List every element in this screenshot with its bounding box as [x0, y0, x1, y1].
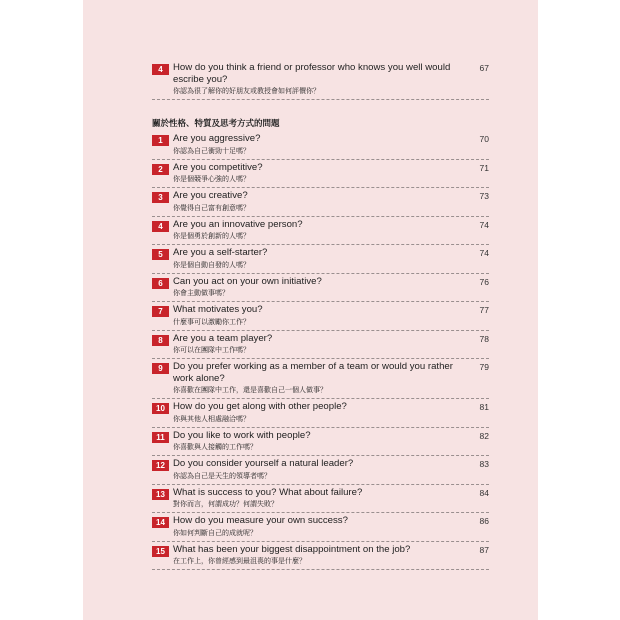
question-english: Are you an innovative person?	[173, 218, 303, 230]
list-item[interactable]	[152, 399, 489, 428]
question-number-badge: 9	[152, 363, 169, 374]
list-item[interactable]	[152, 331, 489, 360]
page-number: 74	[479, 219, 489, 230]
question-text	[169, 333, 489, 356]
page-number: 78	[479, 333, 489, 344]
section-title: 關於性格、特質及思考方式的問題	[152, 119, 280, 129]
question-number-badge: 15	[152, 546, 169, 557]
list-item[interactable]	[152, 485, 489, 514]
list-item[interactable]	[152, 456, 489, 485]
list-item[interactable]	[152, 302, 489, 331]
question-number-badge: 11	[152, 432, 169, 443]
question-text	[169, 133, 489, 156]
question-chinese: 你認為很了解你的好朋友或教授會如何評價你？	[173, 87, 320, 95]
question-english: Are you competitive?	[173, 161, 263, 173]
question-text	[169, 247, 489, 270]
question-chinese: 你是個競爭心強的人嗎？	[173, 175, 250, 183]
question-number-badge: 10	[152, 403, 169, 414]
question-number-badge: 1	[152, 135, 169, 146]
question-number-badge: 13	[152, 489, 169, 500]
question-text	[169, 458, 489, 481]
question-english: How do you measure your own success?	[173, 515, 348, 526]
question-english: How do you get along with other people?	[173, 401, 347, 412]
question-number-badge: 6	[152, 278, 169, 289]
question-number-badge: 4	[152, 221, 169, 232]
question-text	[169, 515, 489, 538]
table-of-contents	[152, 60, 489, 570]
question-text	[169, 487, 489, 510]
question-number-badge: 3	[152, 192, 169, 203]
question-english: Are you creative?	[173, 190, 248, 201]
question-number-badge: 5	[152, 249, 169, 260]
question-number-badge: 7	[152, 306, 169, 317]
question-chinese: 對你而言，何謂成功？何謂失敗？	[173, 500, 278, 508]
question-number-badge: 14	[152, 517, 169, 528]
page-number: 70	[479, 134, 489, 144]
question-english: Do you prefer working as a member of a team or would you rather work alone?	[173, 361, 453, 384]
question-text	[169, 190, 489, 213]
question-english: What motivates you?	[173, 304, 263, 315]
list-item[interactable]	[152, 60, 489, 100]
list-item[interactable]	[152, 513, 489, 542]
page-number: 76	[479, 276, 489, 287]
page-number: 79	[479, 362, 489, 372]
question-english: Are you aggressive?	[173, 133, 261, 144]
question-number-badge: 12	[152, 460, 169, 471]
list-item[interactable]	[152, 274, 489, 303]
question-text	[169, 544, 489, 567]
question-english: How do you think a friend or professor who knows you well would escribe you?	[173, 62, 451, 85]
question-english: Are you a team player?	[173, 332, 273, 344]
question-chinese: 你喜歡在團隊中工作，還是喜歡自己一個人做事？	[173, 386, 327, 394]
question-number-badge: 8	[152, 335, 169, 346]
question-chinese: 什麼事可以激勵你工作？	[173, 317, 250, 326]
question-chinese: 你如何判斷自己的成就呢？	[173, 528, 257, 537]
question-english: Are you a self-starter?	[173, 247, 268, 258]
page-number: 73	[479, 191, 489, 201]
question-text	[169, 219, 489, 242]
question-chinese: 你可以在團隊中工作嗎？	[173, 346, 250, 354]
question-number-badge: 4	[152, 64, 169, 75]
question-text	[169, 430, 489, 453]
page-number: 86	[479, 516, 489, 526]
page-number: 83	[479, 459, 489, 469]
list-item[interactable]	[152, 428, 489, 457]
question-english: Do you consider yourself a natural leader?	[173, 458, 354, 469]
list-item[interactable]	[152, 542, 489, 571]
page-number: 87	[479, 544, 489, 555]
entry-list	[152, 131, 489, 570]
list-item[interactable]	[152, 245, 489, 274]
question-chinese: 你認為自己衝勁十足嗎？	[173, 146, 250, 155]
question-english: Do you like to work with people?	[173, 429, 311, 441]
question-text	[169, 162, 489, 185]
question-chinese: 你會主動做事嗎？	[173, 289, 229, 297]
page-number: 81	[479, 402, 489, 412]
question-text	[169, 401, 489, 424]
page-number: 71	[479, 162, 489, 173]
page-number: 77	[479, 305, 489, 315]
top-entry-list	[152, 60, 489, 100]
question-text	[169, 304, 489, 327]
question-english: What is success to you? What about failure?	[173, 486, 363, 498]
list-item[interactable]	[152, 160, 489, 189]
list-item[interactable]	[152, 217, 489, 246]
question-chinese: 你是個勇於創新的人嗎？	[173, 232, 250, 240]
question-chinese: 你是個自動自發的人嗎？	[173, 260, 250, 269]
page-number: 82	[479, 430, 489, 441]
question-chinese: 你覺得自己富有創意嗎？	[173, 203, 250, 212]
list-item[interactable]	[152, 188, 489, 217]
page-number: 84	[479, 487, 489, 498]
question-chinese: 你喜歡與人接觸的工作嗎？	[173, 443, 257, 451]
list-item[interactable]	[152, 359, 489, 399]
page-number: 67	[479, 63, 489, 73]
question-number-badge: 2	[152, 164, 169, 175]
list-item[interactable]	[152, 131, 489, 160]
question-text	[169, 361, 489, 395]
question-chinese: 在工作上，你曾經感到最沮喪的事是什麼？	[173, 557, 306, 565]
question-english: What has been your biggest disappointment on the job?	[173, 543, 411, 555]
question-chinese: 你認為自己是天生的領導者嗎？	[173, 471, 271, 480]
question-text	[169, 62, 489, 96]
question-text	[169, 276, 489, 299]
question-english: Can you act on your own initiative?	[173, 275, 322, 287]
page-number: 74	[479, 248, 489, 258]
book-page	[83, 0, 538, 620]
question-chinese: 你與其他人相處融洽嗎？	[173, 414, 250, 423]
